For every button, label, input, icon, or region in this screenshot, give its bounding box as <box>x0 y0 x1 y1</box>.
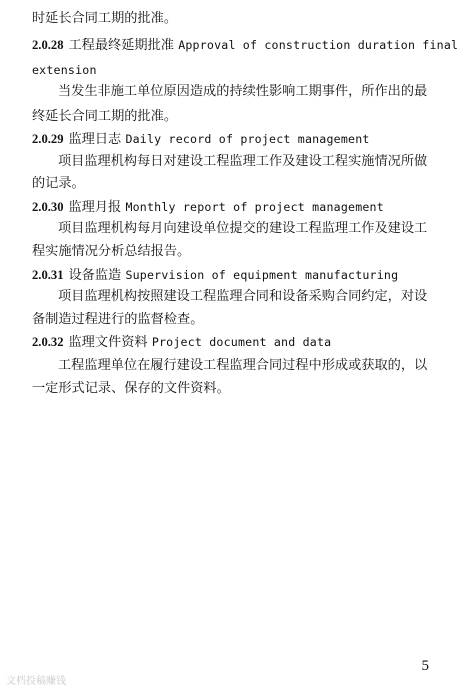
term-chinese: 工程最终延期批准 <box>68 38 174 53</box>
text-line <box>32 9 443 29</box>
term-chinese: 监理日志 <box>68 132 122 147</box>
term-number: 2.0.29 <box>32 132 64 146</box>
term-number: 2.0.30 <box>32 200 64 214</box>
definition-line <box>58 287 443 307</box>
definition-text: 备制造过程进行的监督检查。 <box>32 312 204 327</box>
term-heading-2-0-28 <box>32 35 459 56</box>
term-chinese: 监理月报 <box>68 200 122 215</box>
term-heading-2-0-30 <box>32 197 443 218</box>
definition-text: 项目监理机构每日对建设工程监理工作及建设工程实施情况所做 <box>58 154 428 169</box>
watermark: 文档投稿赚钱 <box>6 676 66 687</box>
term-number: 2.0.28 <box>32 38 64 52</box>
term-heading-2-0-32 <box>32 332 443 353</box>
definition-line <box>58 356 443 376</box>
text-line <box>32 60 443 81</box>
term-chinese: 设备监造 <box>68 268 122 283</box>
term-heading-2-0-31 <box>32 265 443 286</box>
term-chinese: 监理文件资料 <box>68 335 148 350</box>
definition-text: 的记录。 <box>32 176 85 191</box>
term-english: Approval of construction duration final <box>178 38 459 52</box>
term-english: Supervision of equipment manufacturing <box>125 268 399 282</box>
page-number: 5 <box>421 658 429 674</box>
definition-line <box>32 107 443 127</box>
definition-text: 当发生非施工单位原因造成的持续性影响工期事件，所作出的最 <box>58 84 428 99</box>
definition-text: 项目监理机构每月向建设单位提交的建设工程监理工作及建设工 <box>58 221 428 236</box>
definition-text: 一定形式记录、保存的文件资料。 <box>32 381 230 396</box>
continuation-text: 时延长合同工期的批准。 <box>32 11 178 26</box>
definition-line <box>58 82 443 102</box>
definition-text: 终延长合同工期的批准。 <box>32 109 178 124</box>
definition-line <box>32 242 443 262</box>
term-english-continued: extension <box>32 63 97 77</box>
term-number: 2.0.32 <box>32 335 64 349</box>
definition-text: 项目监理机构按照建设工程监理合同和设备采购合同约定，对设 <box>58 289 428 304</box>
definition-line <box>32 379 443 399</box>
term-english: Project document and data <box>151 335 332 349</box>
definition-text: 程实施情况分析总结报告。 <box>32 244 191 259</box>
term-number: 2.0.31 <box>32 268 64 282</box>
term-english: Monthly report of project management <box>125 200 384 214</box>
definition-line <box>32 310 443 330</box>
definition-text: 工程监理单位在履行建设工程监理合同过程中形成或获取的，以 <box>58 358 428 373</box>
definition-line <box>32 174 443 194</box>
term-english: Daily record of project management <box>125 132 370 146</box>
definition-line <box>58 152 443 172</box>
definition-line <box>58 219 443 239</box>
term-heading-2-0-29 <box>32 129 443 150</box>
